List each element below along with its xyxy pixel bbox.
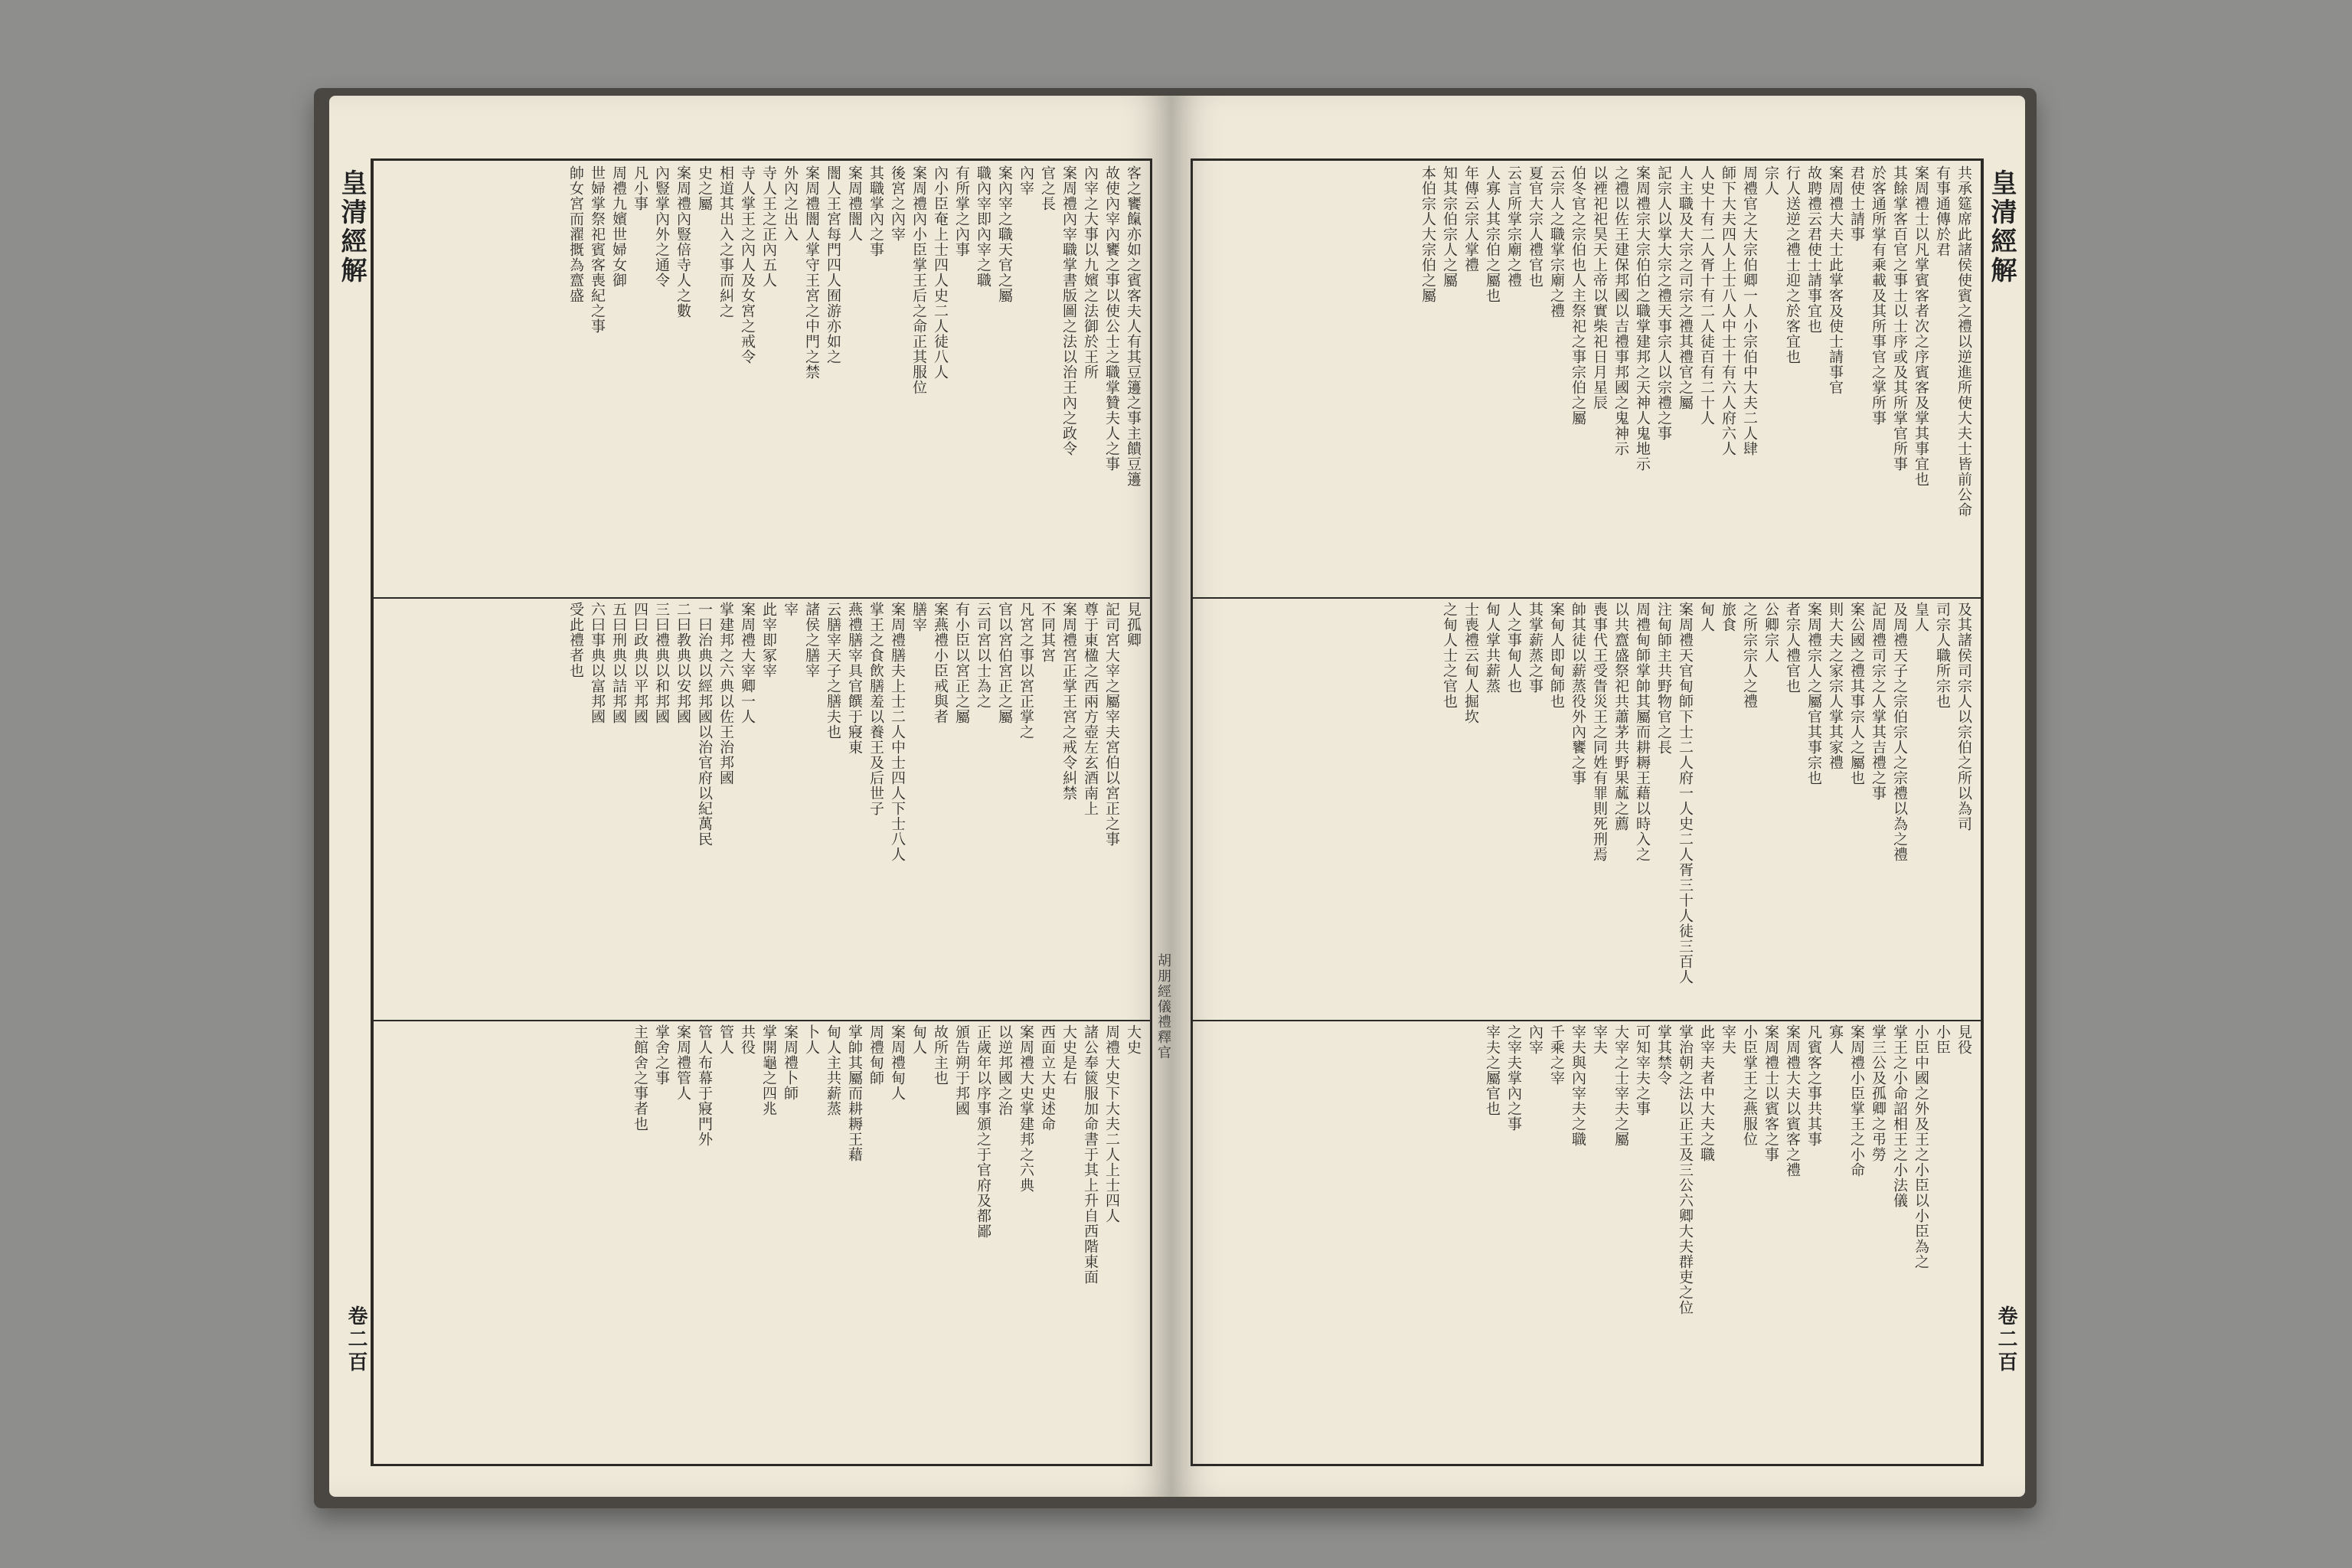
text-column: 記宗人以掌大宗之禮天事宗人以宗禮之事 xyxy=(1655,165,1672,441)
text-column: 掌開龜之四兆 xyxy=(760,1024,777,1116)
text-column: 案周禮大史掌建邦之六典 xyxy=(1018,1024,1034,1193)
text-column: 可知宰夫之事 xyxy=(1634,1024,1651,1116)
text-column: 大宰之士宰夫之屬 xyxy=(1612,1024,1629,1147)
right-page-margin-title xyxy=(1982,158,2020,1466)
text-column: 二曰教典以安邦國 xyxy=(675,602,691,724)
text-column: 案周禮內小臣掌王后之命正其服位 xyxy=(910,165,927,395)
text-column: 士喪禮云甸人掘坎 xyxy=(1462,602,1479,724)
text-column: 云宗人之職掌宗廟之禮 xyxy=(1548,165,1565,318)
text-column: 卜人 xyxy=(803,1024,820,1055)
text-column: 外內之出入 xyxy=(782,165,799,242)
text-column: 人史十有二人胥十有二人徒百有二十人 xyxy=(1698,165,1715,426)
text-column: 宰 xyxy=(782,602,799,617)
text-column: 記司宮大宰之屬宰夫宮伯以宮正之事 xyxy=(1103,602,1120,847)
text-column: 案周禮闇人 xyxy=(846,165,863,242)
text-column: 案周禮膳夫上士二人中士四人下士八人 xyxy=(889,602,906,862)
text-column: 頒告朔于邦國 xyxy=(953,1024,970,1116)
text-column: 掌帥其屬而耕耨王藉 xyxy=(846,1024,863,1162)
text-column: 云膳宰天子之膳夫也 xyxy=(825,602,841,740)
text-column: 喪事代王受眚災王之同姓有罪則死刑焉 xyxy=(1591,602,1608,862)
text-column: 掌三公及孤卿之弔勞 xyxy=(1870,1024,1886,1162)
text-column: 人之事甸人也 xyxy=(1505,602,1522,694)
left-middle-register xyxy=(374,597,1150,1021)
text-column: 宰夫與內宰夫之職 xyxy=(1570,1024,1586,1147)
text-column: 主館舍之事者也 xyxy=(632,1024,648,1132)
text-column: 案周禮闇人掌守王宮之中門之禁 xyxy=(803,165,820,380)
text-column: 共役 xyxy=(739,1024,756,1055)
text-column: 人主職及大宗之司宗之禮其禮官之屬 xyxy=(1677,165,1694,410)
text-column: 五曰刑典以詰邦國 xyxy=(610,602,627,724)
text-column: 案周禮宗大宗伯伯之職掌建邦之天神人鬼地示 xyxy=(1634,165,1651,472)
text-column: 官之長 xyxy=(1039,165,1056,211)
text-column: 周禮甸師掌帥其屬而耕耨王藉以時入之 xyxy=(1634,602,1651,862)
text-column: 史之屬 xyxy=(696,165,713,211)
text-column: 案周禮大宰卿一人 xyxy=(739,602,756,724)
text-column: 伯冬官之宗伯也人主祭祀之事宗伯之屬 xyxy=(1570,165,1586,426)
text-column: 案周禮宗人之屬官其事宗也 xyxy=(1805,602,1822,786)
text-column: 客之饔餼亦如之賓客夫人有其豆籩之事主饋豆籩 xyxy=(1125,165,1142,487)
text-column: 周禮大史下大夫二人上士四人 xyxy=(1103,1024,1120,1223)
text-column: 案公國之禮其事宗人之屬也 xyxy=(1848,602,1865,786)
text-column: 案周禮大夫以賓客之禮 xyxy=(1784,1024,1801,1178)
text-column: 云言所掌宗廟之禮 xyxy=(1505,165,1522,288)
text-column: 案周禮卜師 xyxy=(782,1024,799,1101)
text-column: 凡賓客之事共其事 xyxy=(1805,1024,1822,1147)
text-column: 年傳云宗人掌禮 xyxy=(1462,165,1479,273)
text-column: 之所宗宗人之禮 xyxy=(1741,602,1758,709)
text-column: 凡宮之事以宮正掌之 xyxy=(1018,602,1034,740)
text-column: 管人布幕于寢門外 xyxy=(696,1024,713,1147)
left-top-register xyxy=(374,161,1150,599)
text-column: 帥女宮而濯摡為齍盛 xyxy=(567,165,584,303)
text-column: 宰夫之屬官也 xyxy=(1484,1024,1501,1116)
text-column: 宰夫 xyxy=(1720,1024,1736,1055)
text-column: 相道其出入之事而糾之 xyxy=(717,165,734,318)
text-column: 尊于東楹之西兩方壺左玄酒南上 xyxy=(1082,602,1099,816)
text-column: 案周禮小臣掌王之小命 xyxy=(1848,1024,1865,1178)
text-column: 宗人 xyxy=(1762,165,1779,196)
text-column: 以禋祀祀昊天上帝以實柴祀日月星辰 xyxy=(1591,165,1608,410)
text-column: 小臣掌王之燕服位 xyxy=(1741,1024,1758,1147)
text-column: 甸人 xyxy=(910,1024,927,1055)
text-column: 六曰事典以富邦國 xyxy=(589,602,606,724)
text-column: 一曰治典以經邦國以治官府以紀萬民 xyxy=(696,602,713,847)
text-column: 其職掌內之事 xyxy=(867,165,884,257)
text-column: 之宰夫掌內之事 xyxy=(1505,1024,1522,1132)
text-column: 故所主也 xyxy=(932,1024,949,1086)
left-page-frame xyxy=(371,158,1152,1466)
text-column: 皇人 xyxy=(1913,602,1929,632)
text-column: 其餘掌客百官之事士以士序或及其所掌官所事 xyxy=(1891,165,1908,472)
text-column: 掌舍之事 xyxy=(653,1024,670,1086)
text-column: 云司宮以士為之 xyxy=(975,602,991,709)
text-column: 宰夫 xyxy=(1591,1024,1608,1055)
text-column: 及周禮天子之宗伯宗人之宗禮以為之禮 xyxy=(1891,602,1908,862)
text-column: 以共齍盛祭祀共蕭茅共野果蓏之薦 xyxy=(1612,602,1629,831)
text-column: 正歲年以序事頒之于官府及都鄙 xyxy=(975,1024,991,1239)
text-column: 有所掌之內事 xyxy=(953,165,970,257)
left-bottom-register xyxy=(374,1020,1150,1464)
text-column: 內宰之大事以九嬪之法御於王所 xyxy=(1082,165,1099,380)
text-column: 掌治朝之法以正王及三公六卿大夫群吏之位 xyxy=(1677,1024,1694,1315)
text-column: 周禮甸師 xyxy=(867,1024,884,1086)
text-column: 案周禮甸人 xyxy=(889,1024,906,1101)
text-column: 人寡人其宗伯之屬也 xyxy=(1484,165,1501,303)
right-page-folio: 卷二百 xyxy=(1994,1305,2017,1374)
text-column: 不同其宮 xyxy=(1039,602,1056,663)
text-column: 內小臣奄上士四人史二人徒八人 xyxy=(932,165,949,380)
text-column: 闇人王宮每門四人囿游亦如之 xyxy=(825,165,841,364)
text-column: 其掌薪蒸之事 xyxy=(1527,602,1544,694)
text-column: 甸人 xyxy=(1698,602,1715,632)
text-column: 案周禮大夫士此掌客及使士請事官 xyxy=(1827,165,1844,395)
text-column: 內豎掌內外之通令 xyxy=(653,165,670,288)
text-column: 故使內宰內饔之事以使公士之職掌贊夫人之事 xyxy=(1103,165,1120,472)
text-column: 甸人掌共薪蒸 xyxy=(1484,602,1501,694)
text-column: 以逆邦國之治 xyxy=(996,1024,1013,1116)
text-column: 案周禮宮正掌王宮之戒令糾禁 xyxy=(1060,602,1077,801)
text-column: 西面立大史述命 xyxy=(1039,1024,1056,1132)
text-column: 小臣 xyxy=(1934,1024,1951,1055)
text-column: 案周禮天官甸師下士二人府一人史二人胥三十人徒三百人 xyxy=(1677,602,1694,985)
text-column: 君使士請事 xyxy=(1848,165,1865,242)
text-column: 管人 xyxy=(717,1024,734,1055)
text-column: 故聘禮云君使士請事宜也 xyxy=(1805,165,1822,334)
left-page-folio: 卷二百 xyxy=(345,1305,368,1374)
text-column: 行人送逆之禮士迎之於客宜也 xyxy=(1784,165,1801,364)
text-column: 掌建邦之六典以佐王治邦國 xyxy=(717,602,734,786)
text-column: 知其宗伯宗人之屬 xyxy=(1441,165,1458,288)
text-column: 掌王之小命詔相王之小法儀 xyxy=(1891,1024,1908,1208)
text-column: 案周禮士以凡掌賓客者次之序賓客及掌其事宜也 xyxy=(1913,165,1929,487)
text-column: 內宰 xyxy=(1527,1024,1544,1055)
right-middle-register xyxy=(1193,597,1981,1021)
text-column: 諸公奉篋服加命書于其上升自西階東面 xyxy=(1082,1024,1099,1285)
text-column: 共承筵席此諸侯使賓之禮以逆進所使大夫士皆前公命 xyxy=(1955,165,1972,518)
text-column: 司宗人職所宗也 xyxy=(1934,602,1951,709)
right-top-register xyxy=(1193,161,1981,599)
text-column: 官以宮伯宮正之屬 xyxy=(996,602,1013,724)
text-column: 案甸人即甸師也 xyxy=(1548,602,1565,709)
text-column: 則大夫之家宗人掌其家禮 xyxy=(1827,602,1844,770)
text-column: 公卿宗人 xyxy=(1762,602,1779,663)
text-column: 周禮九嬪世婦女御 xyxy=(610,165,627,288)
left-page xyxy=(329,96,1171,1497)
text-column: 案周禮士以賓客之事 xyxy=(1762,1024,1779,1162)
text-column: 夏官大宗人禮官也 xyxy=(1527,165,1544,288)
text-column: 寺人王之正內五人 xyxy=(760,165,777,288)
right-page xyxy=(1171,96,2025,1497)
text-column: 周禮官之大宗伯卿一人小宗伯中大夫二人肆 xyxy=(1741,165,1758,456)
text-column: 掌其禁令 xyxy=(1655,1024,1672,1086)
text-column: 見役 xyxy=(1955,1024,1972,1055)
text-column: 師下大夫四人上士八人中士十有六人府六人 xyxy=(1720,165,1736,456)
text-column: 旅食 xyxy=(1720,602,1736,632)
right-bottom-register xyxy=(1193,1020,1981,1464)
text-column: 本伯宗人大宗伯之屬 xyxy=(1419,165,1436,303)
open-book xyxy=(314,88,2037,1508)
text-column: 寡人 xyxy=(1827,1024,1844,1055)
left-page-footnote: 胡朋經儀禮釋官 xyxy=(1155,953,1171,1060)
text-column: 見孤卿 xyxy=(1125,602,1142,648)
text-column: 職內宰即內宰之職 xyxy=(975,165,991,288)
text-column: 此宰即冢宰 xyxy=(760,602,777,678)
text-column: 三曰禮典以和邦國 xyxy=(653,602,670,724)
text-column: 案燕禮小臣戒與者 xyxy=(932,602,949,724)
text-column: 千乘之宰 xyxy=(1548,1024,1565,1086)
text-column: 受此禮者也 xyxy=(567,602,584,678)
text-column: 於客通所掌有乘載及其所事官之掌所事 xyxy=(1870,165,1886,426)
text-column: 案周禮內豎倍寺人之數 xyxy=(675,165,691,318)
text-column: 之禮以佐王建保邦國以吉禮事邦國之鬼神示 xyxy=(1612,165,1629,456)
text-column: 有小臣以宮正之屬 xyxy=(953,602,970,724)
text-column: 四曰政典以平邦國 xyxy=(632,602,648,724)
text-column: 後宮之內宰 xyxy=(889,165,906,242)
text-column: 凡小事 xyxy=(632,165,648,211)
text-column: 此宰夫者中大夫之職 xyxy=(1698,1024,1715,1162)
text-column: 大史 xyxy=(1125,1024,1142,1055)
text-column: 諸侯之膳宰 xyxy=(803,602,820,678)
text-column: 內宰 xyxy=(1018,165,1034,196)
text-column: 甸人主共薪蒸 xyxy=(825,1024,841,1116)
text-column: 記周禮司宗之人掌其吉禮之事 xyxy=(1870,602,1886,801)
text-column: 世婦掌祭祀賓客喪紀之事 xyxy=(589,165,606,334)
right-page-title: 皇清經解 xyxy=(1986,169,2017,286)
text-column: 膳宰 xyxy=(910,602,927,632)
text-column: 者宗人禮官也 xyxy=(1784,602,1801,694)
text-column: 燕禮膳宰具官饌于寢東 xyxy=(846,602,863,755)
text-column: 小臣中國之外及王之小臣以小臣為之 xyxy=(1913,1024,1929,1269)
text-column: 帥其徒以薪蒸役外內饔之事 xyxy=(1570,602,1586,786)
text-column: 注甸師主共野物官之長 xyxy=(1655,602,1672,755)
text-column: 及其諸侯司宗人以宗伯之所以為司 xyxy=(1955,602,1972,831)
text-column: 掌王之食飲膳羞以養王及后世子 xyxy=(867,602,884,816)
text-column: 寺人掌王之內人及女宮之戒令 xyxy=(739,165,756,364)
text-column: 案周禮管人 xyxy=(675,1024,691,1101)
text-column: 有事通傳於君 xyxy=(1934,165,1951,257)
left-page-margin-title xyxy=(334,158,372,1466)
text-column: 案周禮內宰職掌書版圖之法以治王內之政令 xyxy=(1060,165,1077,456)
left-page-title: 皇清經解 xyxy=(336,169,367,286)
right-page-frame xyxy=(1191,158,1983,1466)
text-column: 大史是右 xyxy=(1060,1024,1077,1086)
text-column: 之甸人士之官也 xyxy=(1441,602,1458,709)
text-column: 案內宰之職天官之屬 xyxy=(996,165,1013,303)
